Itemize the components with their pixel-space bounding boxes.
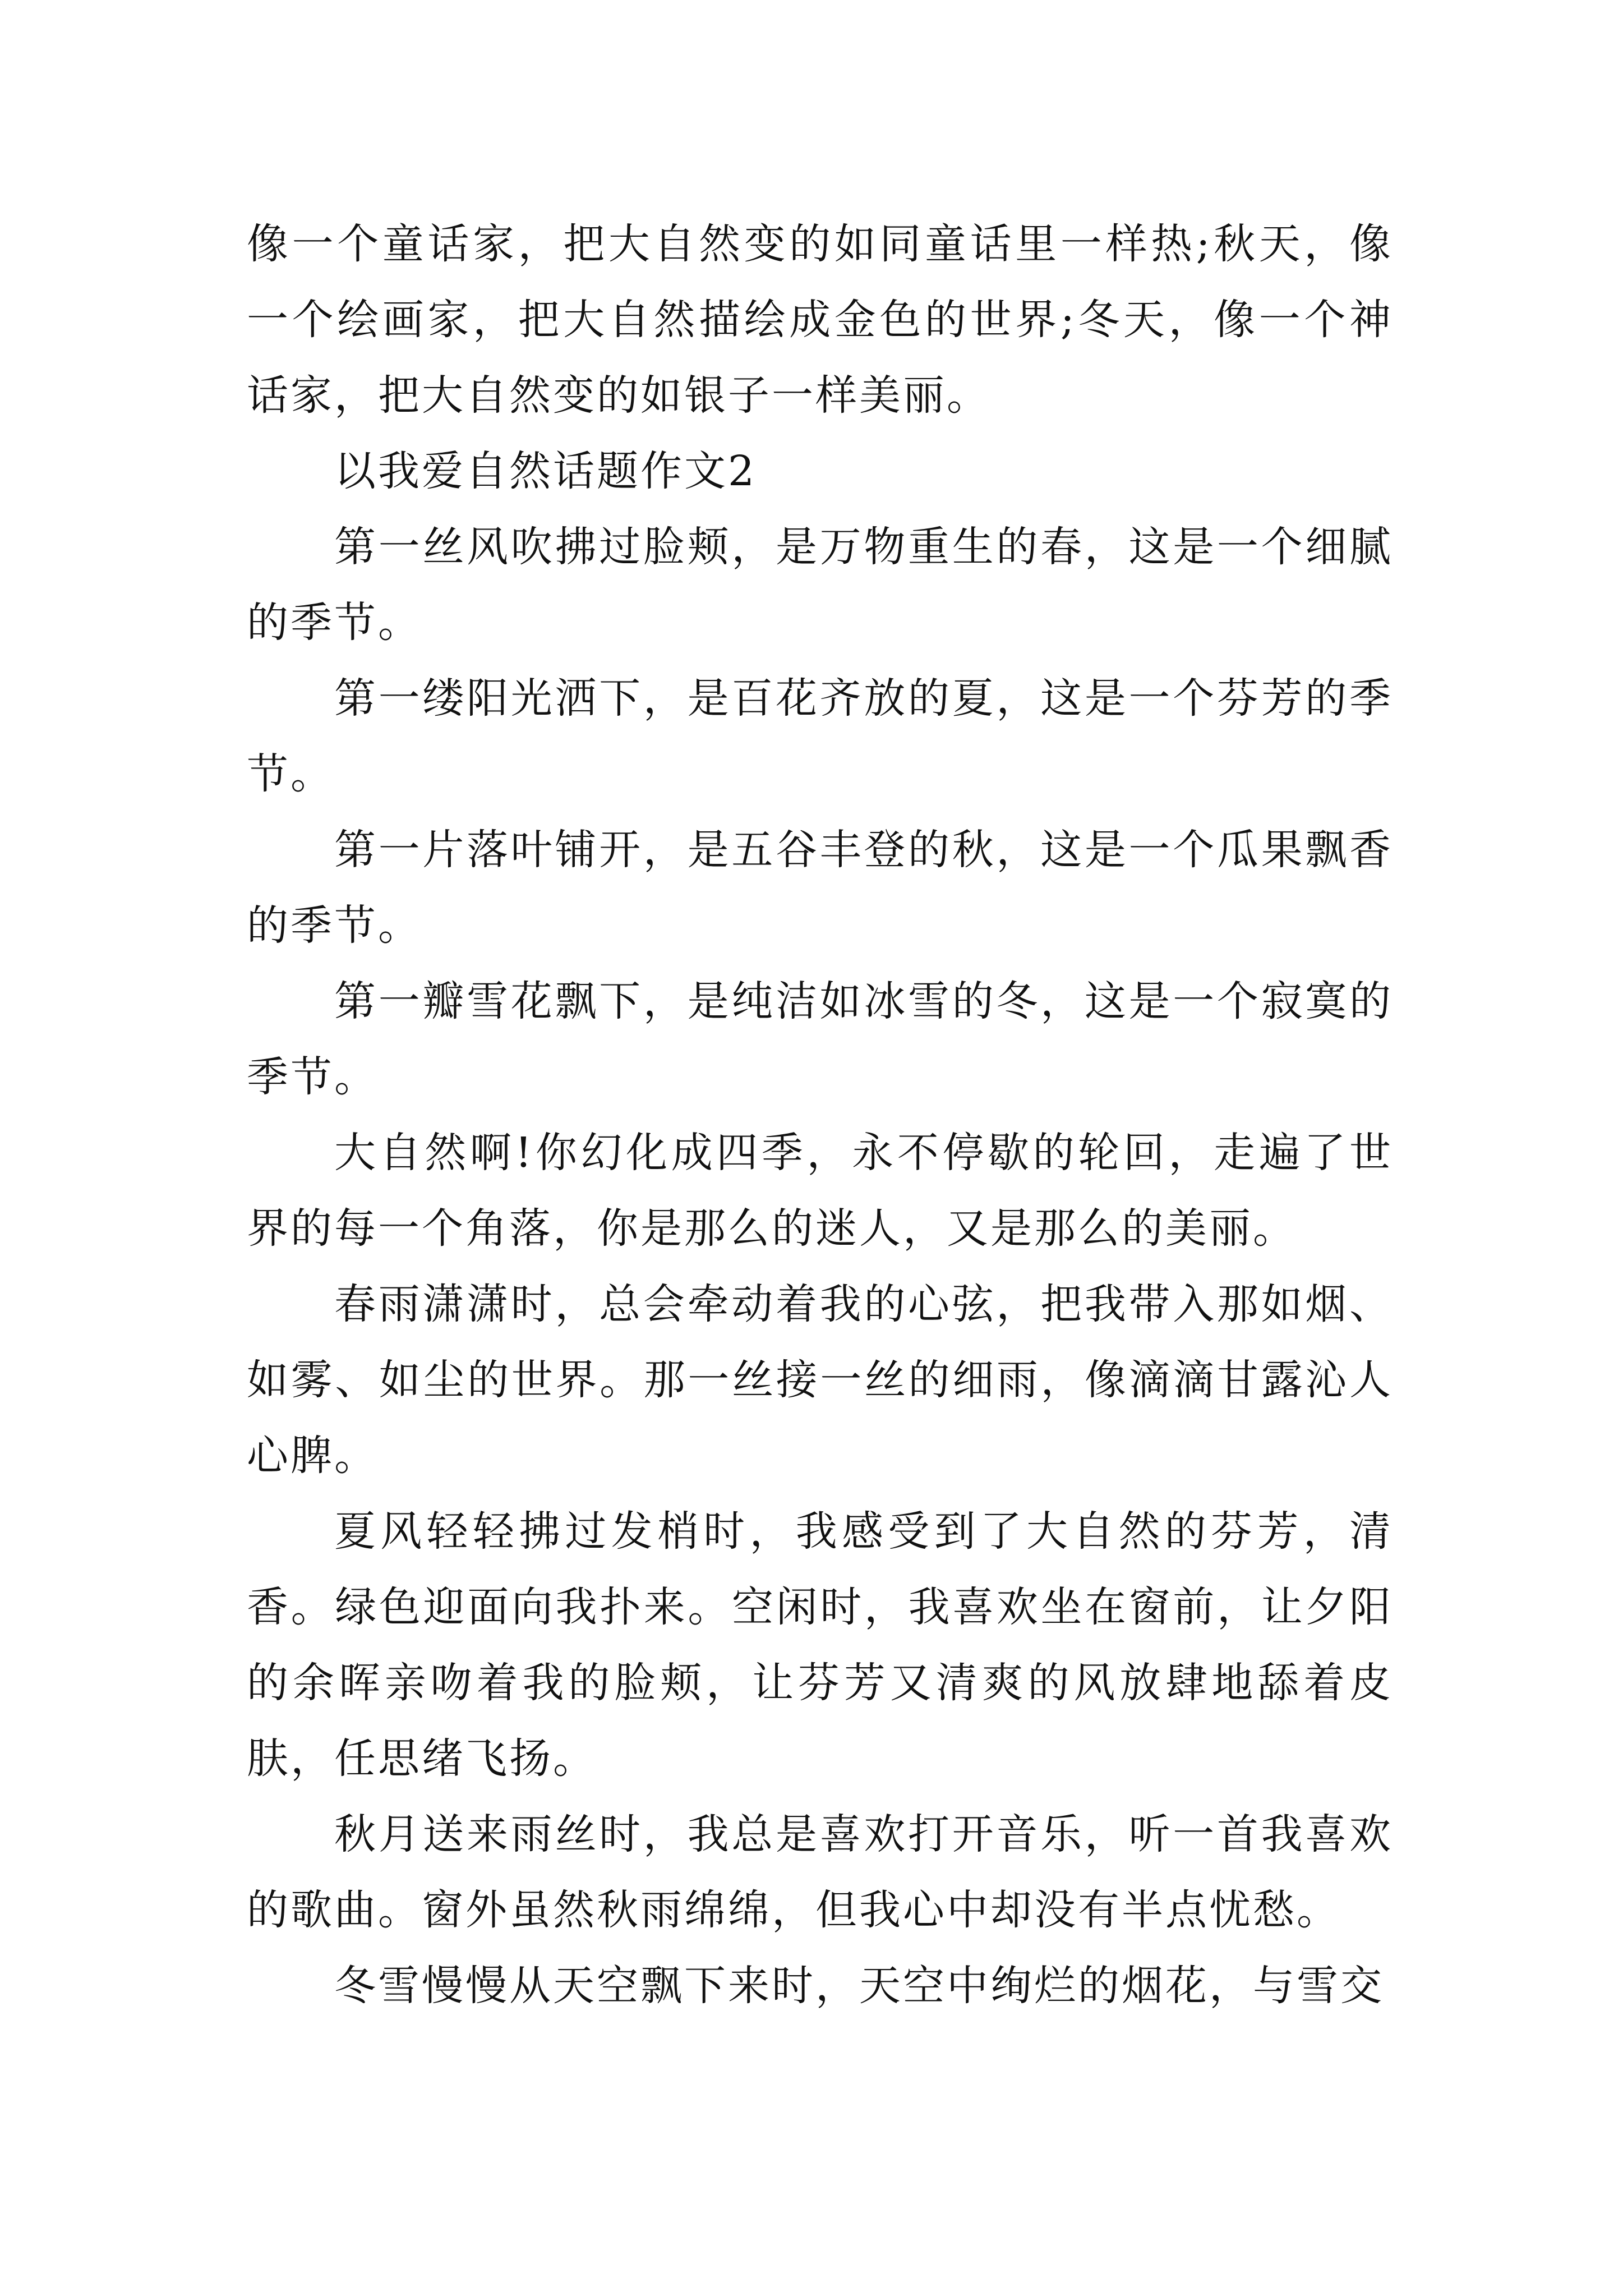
paragraph-spring: 第一丝风吹拂过脸颊，是万物重生的春，这是一个细腻的季节。 [247,523,1393,647]
section-heading: 以我爱自然话题作文2 [334,447,757,495]
paragraph-nature: 大自然啊!你幻化成四季，永不停歇的轮回，走遍了世界的每一个角落，你是那么的迷人，又是那么的美丽。 [247,1129,1393,1253]
paragraph-spring-rain: 春雨潇潇时，总会牵动着我的心弦，把我带入那如烟、如雾、如尘的世界。那一丝接一丝的细雨，像滴滴甘露沁人心脾。 [247,1280,1393,1480]
document-body [247,206,1393,2024]
paragraph-1: 像一个童话家，把大自然变的如同童话里一样热;秋天，像一个绘画家，把大自然描绘成金色的世界;冬天，像一个神话家，把大自然变的如银子一样美丽。 [247,220,1393,420]
paragraph-winter-snow: 冬雪慢慢从天空飘下来时，天空中绚烂的烟花，与雪交 [334,1962,1384,2010]
paragraph-autumn: 第一片落叶铺开，是五谷丰登的秋，这是一个瓜果飘香的季节。 [247,826,1393,950]
paragraph-summer: 第一缕阳光洒下，是百花齐放的夏，这是一个芬芳的季节。 [247,674,1393,798]
paragraph-winter: 第一瓣雪花飘下，是纯洁如冰雪的冬，这是一个寂寞的季节。 [247,977,1393,1101]
paragraph-summer-wind: 夏风轻轻拂过发梢时，我感受到了大自然的芬芳，清香。绿色迎面向我扑来。空闲时，我喜欢坐在窗前，让夕阳的余晖亲吻着我的脸颊，让芬芳又清爽的风放肆地舔着皮肤，任思绪飞扬。 [247,1507,1393,1783]
paragraph-autumn-moon: 秋月送来雨丝时，我总是喜欢打开音乐，听一首我喜欢的歌曲。窗外虽然秋雨绵绵，但我心中却没有半点忧愁。 [247,1810,1393,1934]
